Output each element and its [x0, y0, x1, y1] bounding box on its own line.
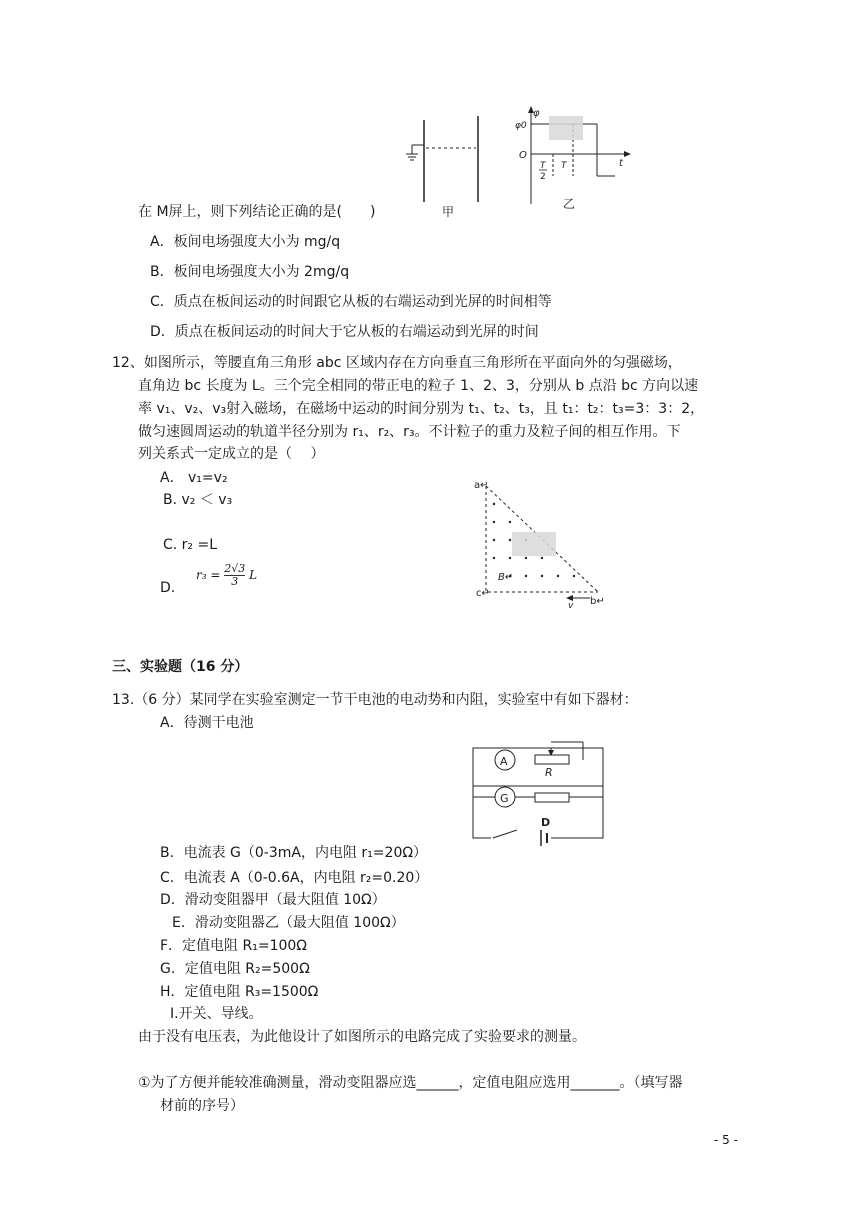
- circuit-ammeter-A: A: [500, 755, 508, 768]
- q13-item-d: D．滑动变阻器甲（最大阻值 10Ω）: [160, 892, 386, 908]
- q12-line-3: 率 v₁、v₂、v₃射入磁场，在磁场中运动的时间分别为 t₁、t₂、t₃，且 t₁：t₂：t₃=3：3：2，: [138, 401, 705, 417]
- q13-item-c: C．电流表 A（0-0.6A，内电阻 r₂=0.20）: [160, 870, 429, 886]
- tick-half-den: 2: [540, 172, 546, 182]
- formula-rhs: L: [249, 568, 258, 582]
- figure-yi-label: 乙: [563, 197, 576, 211]
- formula-lhs: r₃ =: [196, 568, 221, 582]
- q13-item-f: F．定值电阻 R₁=100Ω: [160, 938, 307, 954]
- vertex-b-label: b↵: [590, 596, 605, 607]
- q13-item-b: B．电流表 G（0-3mA，内电阻 r₁=20Ω）: [160, 845, 428, 861]
- circuit-rheostat-R: R: [545, 766, 553, 779]
- q12-option-b: B. v₂ ＜ v₃: [163, 492, 233, 508]
- tick-T: T: [561, 161, 567, 171]
- q12-option-c: C. r₂ =L: [163, 537, 218, 553]
- axis-t-label: t: [619, 158, 623, 169]
- velocity-label: v: [568, 601, 574, 611]
- q12-line-2: 直角边 bc 长度为 L。三个完全相同的带正电的粒子 1、2、3，分别从 b 点沿 bc 方向以速: [138, 378, 699, 394]
- q12-option-a: A． v₁=v₂: [160, 470, 228, 486]
- q13-item-i: I.开关、导线。: [170, 1006, 263, 1022]
- vertex-a-label: a↵: [474, 480, 489, 491]
- figure-circuit: [465, 738, 615, 848]
- q11-stem: 在 M屏上，则下列结论正确的是( ): [138, 204, 376, 220]
- axis-origin-label: O: [519, 150, 527, 161]
- axis-phi-label: φ: [533, 108, 540, 119]
- q13-item-g: G．定值电阻 R₂=500Ω: [160, 961, 310, 977]
- formula-numerator: 2√3: [224, 562, 246, 575]
- q12-option-d-formula: [196, 563, 257, 588]
- q11-option-a: A．板间电场强度大小为 mg/q: [150, 234, 341, 250]
- q13-sub1-line2: 材前的序号）: [160, 1098, 244, 1114]
- figure-jia-label: 甲: [442, 205, 455, 219]
- axis-phi0-label: φ0: [515, 121, 527, 131]
- field-B-label: B↵: [498, 572, 514, 583]
- formula-fraction: [224, 563, 245, 588]
- page-number: - 5 -: [714, 1133, 738, 1147]
- q12-option-d-label: D.: [160, 580, 176, 596]
- q12-line-1: 12、如图所示，等腰直角三角形 abc 区域内存在方向垂直三角形所在平面向外的匀强磁场，: [112, 355, 682, 371]
- figure-jia: [400, 110, 500, 220]
- q11-option-d: D．质点在板间运动的时间大于它从板的右端运动到光屏的时间: [150, 324, 539, 340]
- q13-item-h: H．定值电阻 R₃=1500Ω: [160, 984, 319, 1000]
- tick-half-num: T: [540, 161, 546, 171]
- q13-intro: 13.（6 分）某同学在实验室测定一节干电池的电动势和内阻，实验室中有如下器材：: [112, 692, 638, 708]
- q13-item-a: A．待测干电池: [160, 715, 254, 731]
- q13-sub1-line1: ①为了方便并能较准确测量，滑动变阻器应选______，定值电阻应选用_______。（填写器: [138, 1075, 683, 1091]
- formula-denominator: 3: [231, 575, 239, 588]
- figure-triangle-field: [470, 474, 620, 614]
- q11-option-c: C．质点在板间运动的时间跟它从板的右端运动到光屏的时间相等: [150, 294, 552, 310]
- q13-item-e: E．滑动变阻器乙（最大阻值 100Ω）: [172, 915, 405, 931]
- q11-option-b: B．板间电场强度大小为 2mg/q: [150, 264, 350, 280]
- vertex-c-label: c↵: [476, 588, 490, 599]
- q13-summary: 由于没有电压表，为此他设计了如图所示的电路完成了实验要求的测量。: [138, 1029, 586, 1045]
- figure-yi: [515, 104, 645, 214]
- circuit-galvanometer-G: G: [500, 792, 509, 805]
- section-3-title: 三、实验题（16 分）: [112, 659, 249, 675]
- q12-line-4: 做匀速圆周运动的轨道半径分别为 r₁、r₂、r₃。不计粒子的重力及粒子间的相互作用。下: [138, 424, 681, 440]
- q12-line-5: 列关系式一定成立的是（ ）: [138, 446, 325, 462]
- circuit-battery-D: D: [541, 816, 551, 829]
